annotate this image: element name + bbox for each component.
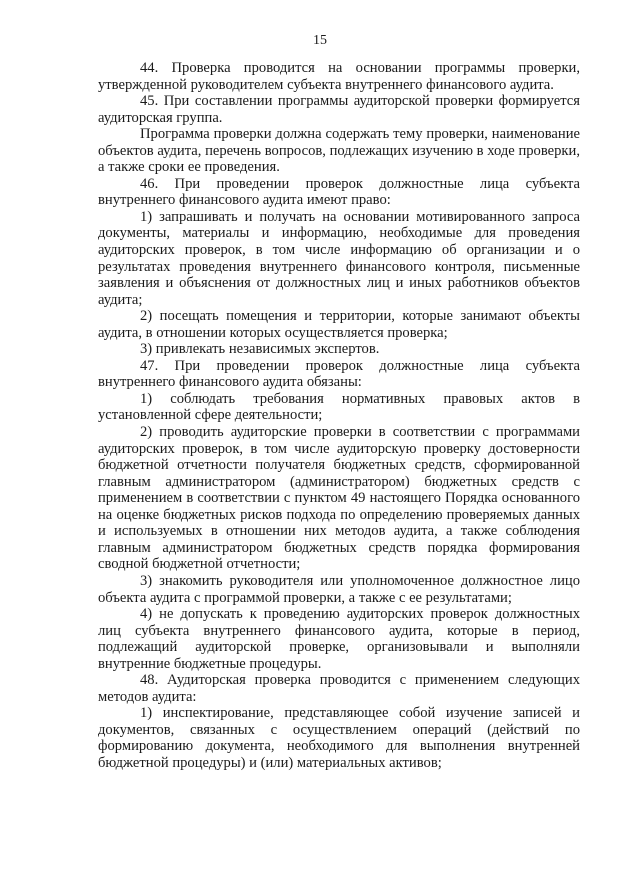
list-item-46-3: 3) привлекать независимых экспертов.	[140, 341, 380, 358]
paragraph-45: 45. При составлении программы аудиторской проверки формируется аудиторская группа.	[98, 93, 580, 126]
list-item-48-1: 1) инспектирование, представляющее собой изучение записей и документов, связанных с осуществлением операций (действий по формированию документа, необходимого для выполнения внутренней бюджетной процедуры) и (или) материальных активов;	[98, 705, 580, 771]
list-item-47-2: 2) проводить аудиторские проверки в соответствии с программами аудиторских проверок, в том числе аудиторскую проверку достоверности бюджетной отчетности получателя бюджетных средств, сформированной главным администратором (администратором) бюджетных средств с применением в соответствии с пунктом 49 настоящего Порядка основанного на оценке бюджетных рисков подхода по определению проверяемых данных и используемых в отношении них методов аудита, а также соблюдения главным администратором бюджетных средств порядка формирования сводной бюджетной отчетности;	[98, 424, 580, 573]
list-item-46-2: 2) посещать помещения и территории, которые занимают объекты аудита, в отношении которых осуществляется проверка;	[98, 308, 580, 341]
list-item-47-1: 1) соблюдать требования нормативных правовых актов в установленной сфере деятельности;	[98, 390, 580, 424]
paragraph-program: Программа проверки должна содержать тему проверки, наименование объектов аудита, перечень вопросов, подлежащих изучению в ходе проверки, а также сроки ее проведения.	[98, 126, 580, 176]
paragraph-46: 46. При проведении проверок должностные лица субъекта внутреннего финансового аудита имеют право:	[98, 175, 580, 209]
list-item-47-4: 4) не допускать к проведению аудиторских проверок должностных лиц субъекта внутреннего финансового аудита, которые в период, подлежащий аудиторской проверке, организовывали и выполняли внутренние бюджетные процедуры.	[98, 606, 580, 672]
list-item-47-3: 3) знакомить руководителя или уполномоченное должностное лицо объекта аудита с программой проверки, а также с ее результатами;	[98, 572, 580, 606]
paragraph-44: 44. Проверка проводится на основании программы проверки, утвержденной руководителем субъекта внутреннего финансового аудита.	[98, 60, 580, 93]
page-number: 15	[313, 33, 327, 48]
list-item-46-1: 1) запрашивать и получать на основании мотивированного запроса документы, материалы и информацию, необходимые для проведения аудиторских проверок, в том числе информацию об организации и о результатах проведения внутреннего финансового контроля, письменные заявления и объяснения от должностных лиц и иных работников объектов аудита;	[98, 208, 580, 308]
paragraph-47: 47. При проведении проверок должностные лица субъекта внутреннего финансового аудита обязаны:	[98, 357, 580, 391]
paragraph-48: 48. Аудиторская проверка проводится с применением следующих методов аудита:	[98, 672, 580, 705]
document-body	[98, 60, 580, 772]
